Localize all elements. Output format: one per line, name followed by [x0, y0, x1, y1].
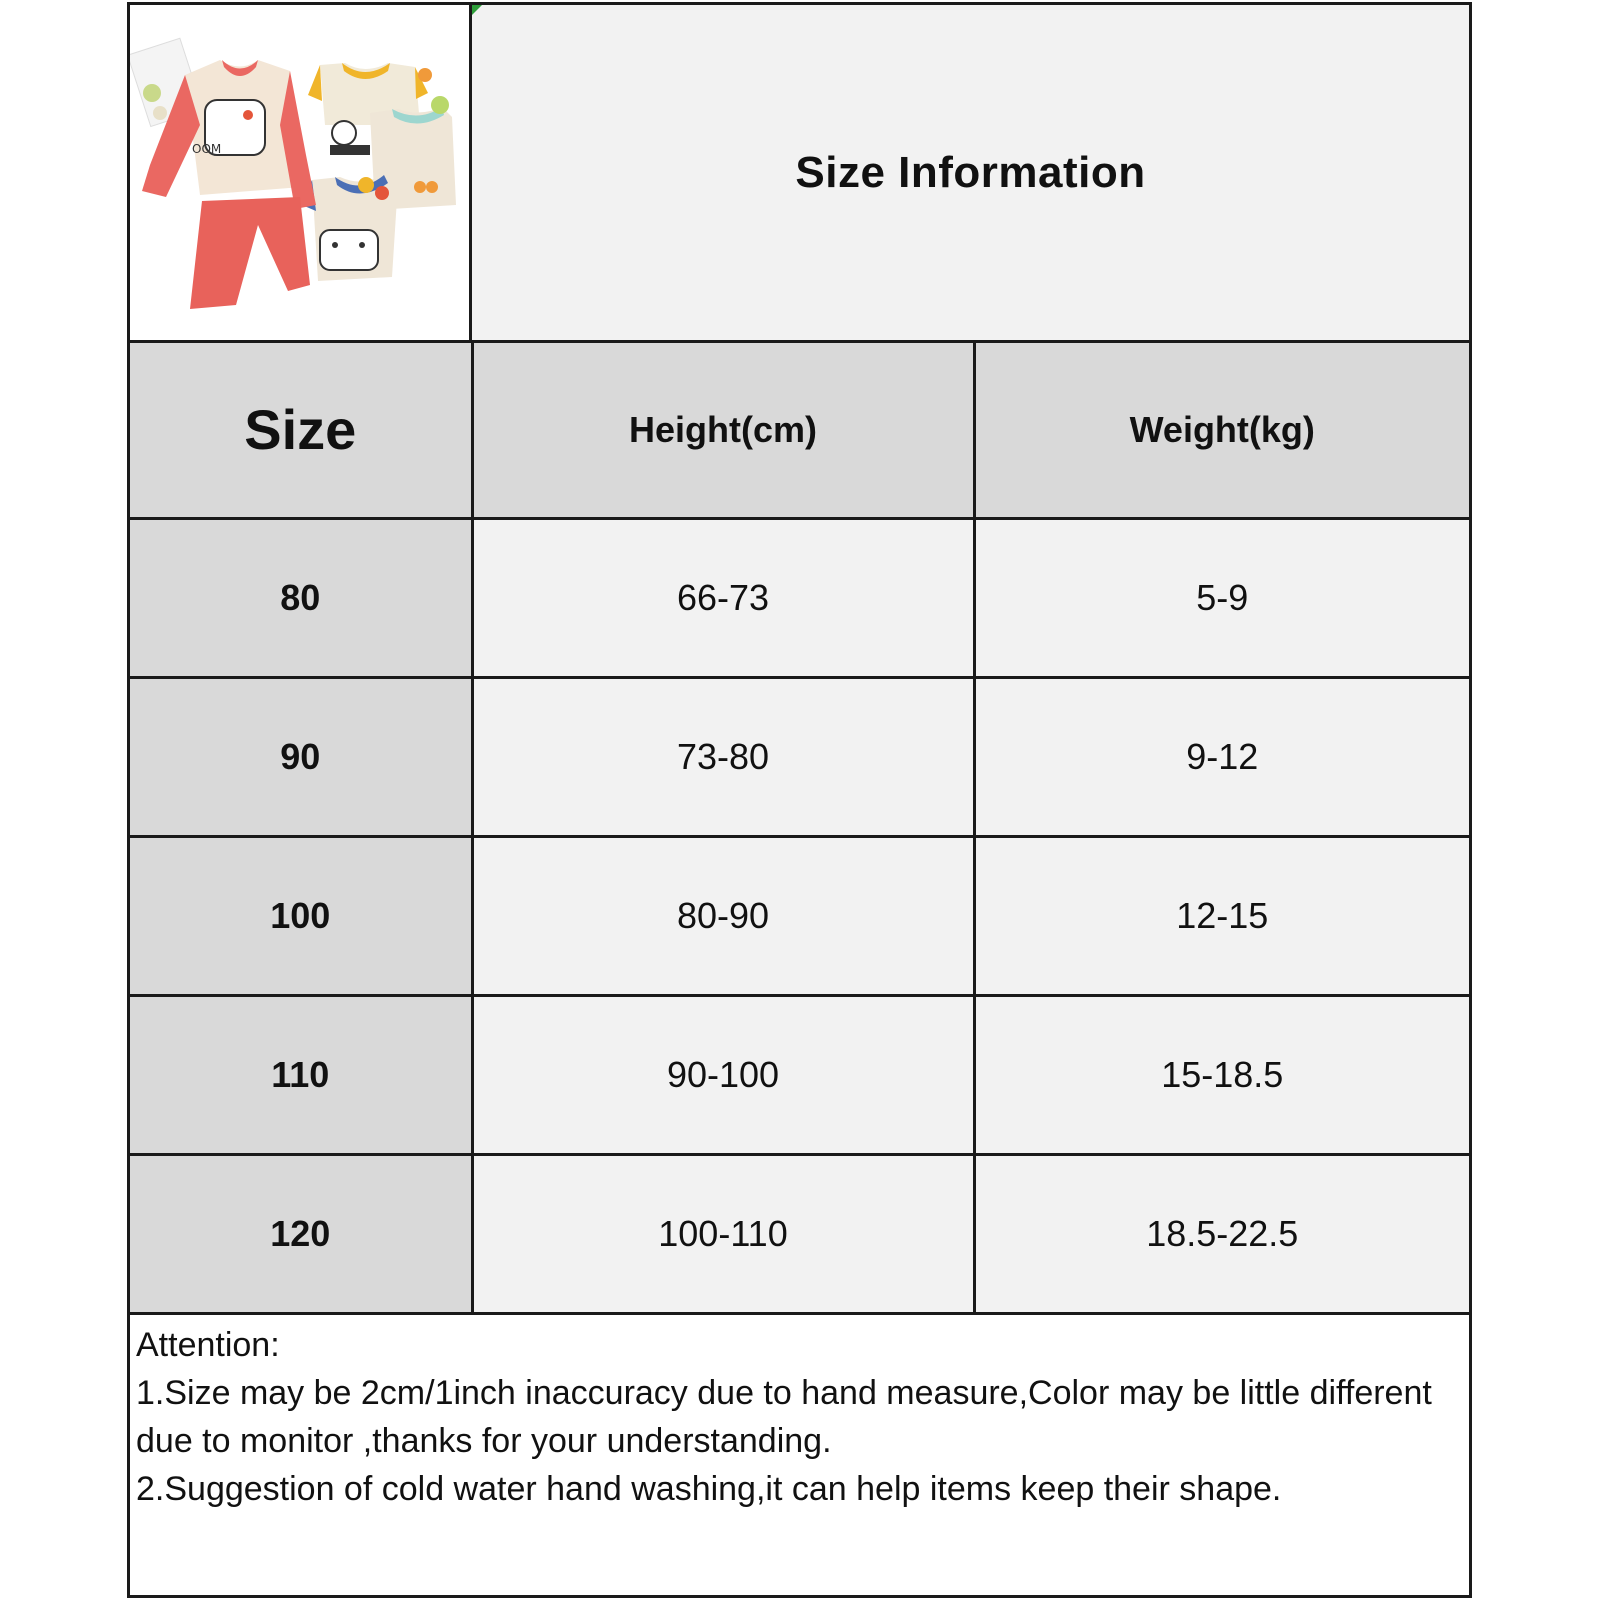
- cell-corner-mark: [472, 5, 482, 15]
- height-cell: 90-100: [472, 995, 974, 1154]
- table-row: [130, 836, 1469, 995]
- weight-cell: 9-12: [974, 677, 1469, 836]
- height-cell: 80-90: [472, 836, 974, 995]
- height-cell: 100-110: [472, 1154, 974, 1313]
- weight-cell: 12-15: [974, 836, 1469, 995]
- table-row: [130, 677, 1469, 836]
- title-cell: [472, 5, 1469, 340]
- notes-heading: Attention:: [136, 1326, 280, 1364]
- column-header-weight: Weight(kg): [974, 343, 1469, 518]
- height-cell: 73-80: [472, 677, 974, 836]
- size-cell: 110: [130, 995, 472, 1154]
- table-header-row: [130, 343, 1469, 518]
- table-row: [130, 995, 1469, 1154]
- attention-notes: [136, 1321, 1456, 1513]
- size-cell: 120: [130, 1154, 472, 1313]
- product-photo: [130, 5, 472, 340]
- note-line-2: 2.Suggestion of cold water hand washing,it can help items keep their shape.: [136, 1470, 1282, 1508]
- weight-cell: 15-18.5: [974, 995, 1469, 1154]
- product-photo-illustration: [130, 5, 466, 337]
- weight-cell: 5-9: [974, 518, 1469, 677]
- page-title: Size Information: [795, 147, 1146, 197]
- size-table: [130, 343, 1469, 1315]
- height-cell: 66-73: [472, 518, 974, 677]
- svg-text:OOM: OOM: [192, 142, 222, 156]
- note-line-1: 1.Size may be 2cm/1inch inaccuracy due to hand measure,Color may be little different due to monitor ,thanks for your understanding.: [136, 1374, 1432, 1460]
- header-row: [130, 5, 1469, 343]
- size-cell: 80: [130, 518, 472, 677]
- table-row: [130, 1154, 1469, 1313]
- size-cell: 100: [130, 836, 472, 995]
- column-header-height: Height(cm): [472, 343, 974, 518]
- column-header-size: Size: [130, 343, 472, 518]
- weight-cell: 18.5-22.5: [974, 1154, 1469, 1313]
- table-row: [130, 518, 1469, 677]
- size-chart-sheet: [127, 2, 1472, 1598]
- size-cell: 90: [130, 677, 472, 836]
